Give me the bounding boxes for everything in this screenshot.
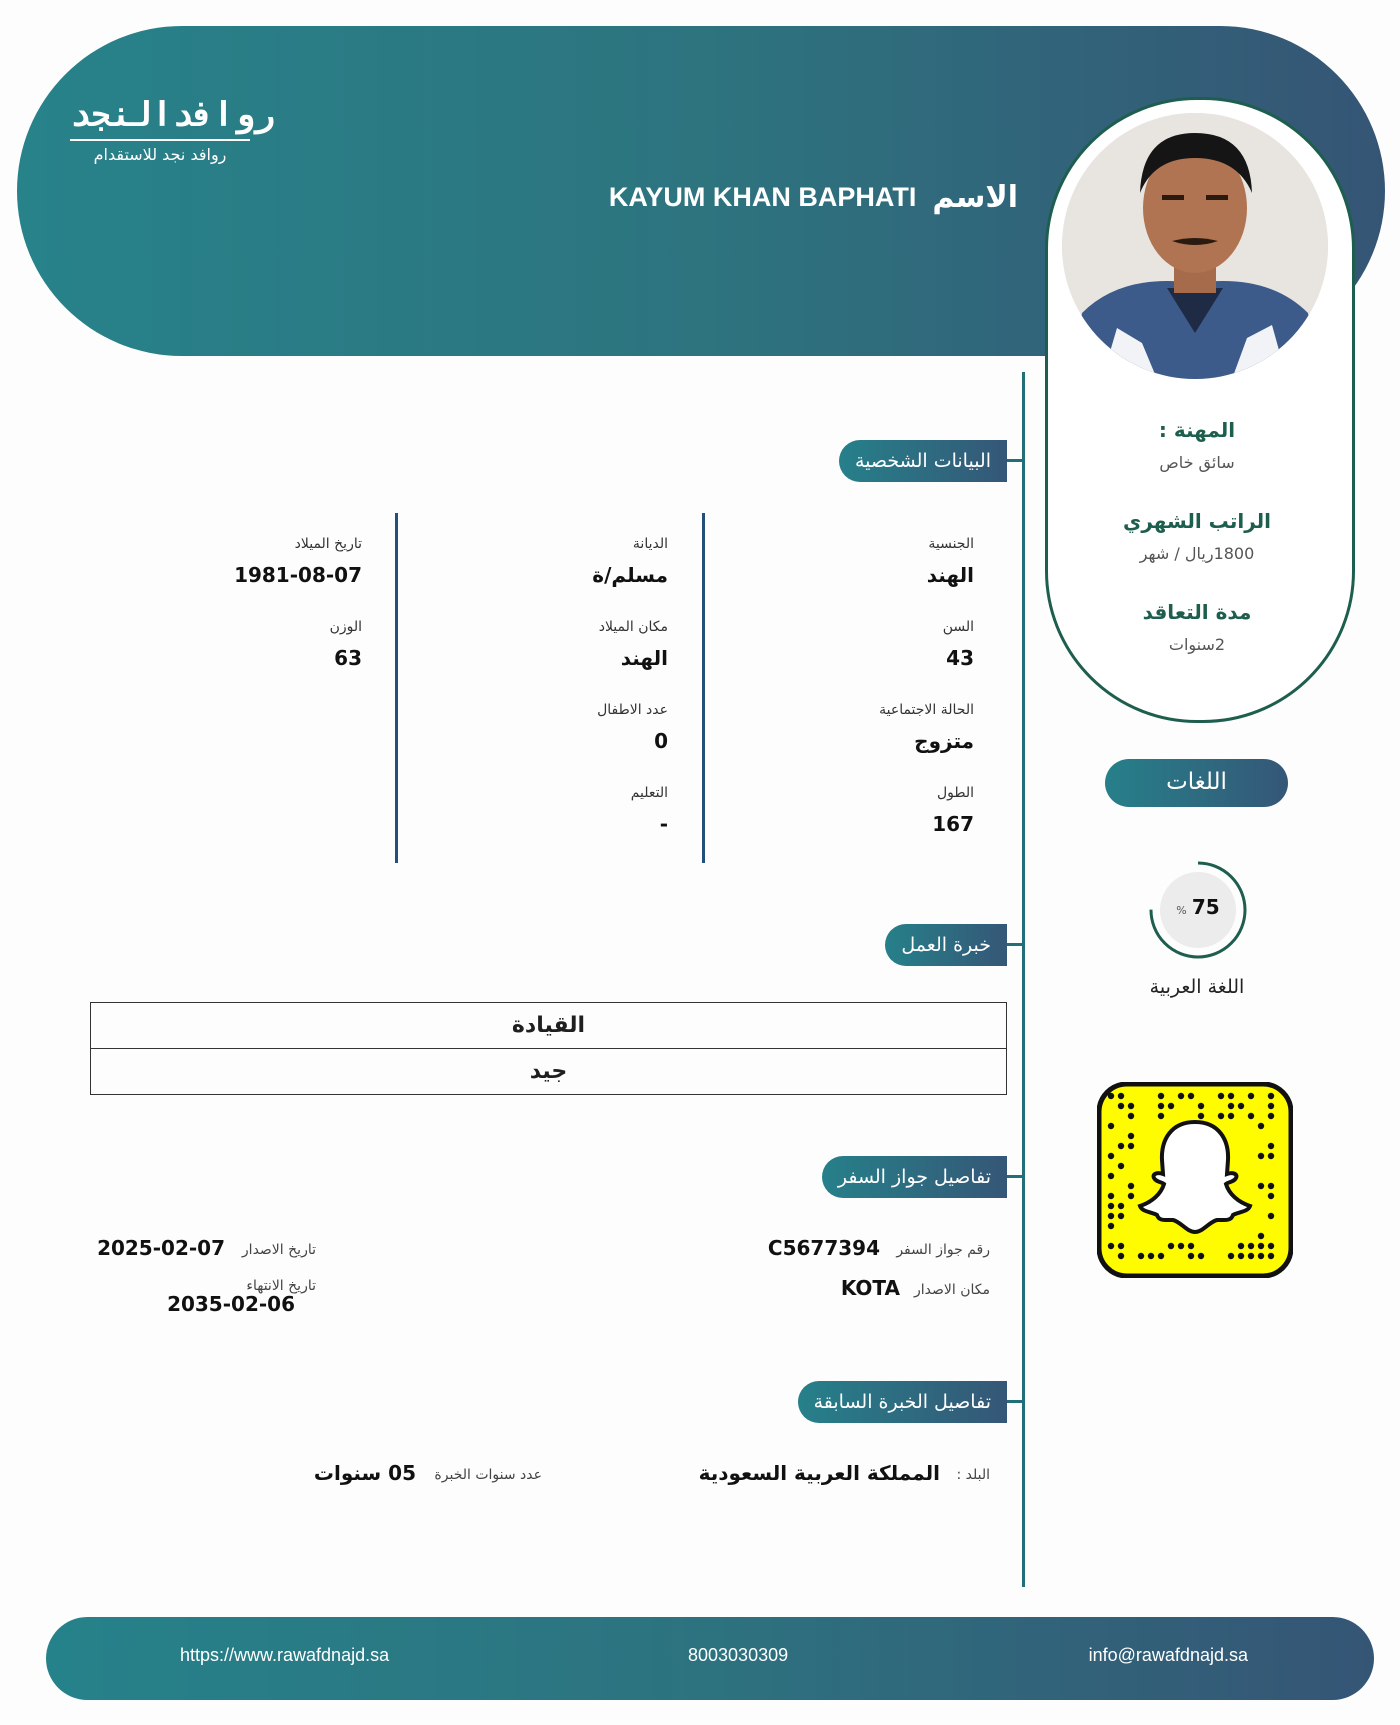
passport-number-label: رقم جواز السفر <box>896 1242 990 1258</box>
name-row <box>609 180 1018 215</box>
weight-label: الوزن <box>329 619 362 635</box>
issue-place: KOTA <box>840 1276 900 1300</box>
language-gauge <box>1145 857 1251 963</box>
years-label: عدد سنوات الخبرة <box>434 1467 542 1483</box>
education-value: - <box>659 812 668 836</box>
section-experience: خبرة العمل <box>885 924 1007 966</box>
contract-value: 2سنوات <box>1168 635 1226 654</box>
weight-value: 63 <box>334 646 362 670</box>
timeline-tick <box>1005 1400 1023 1403</box>
issue-date: 2025-02-07 <box>97 1236 225 1260</box>
religion-value: مسلم/ة <box>592 563 668 587</box>
skill-level: جيد <box>91 1049 1007 1095</box>
birthplace-value: الهند <box>620 646 668 670</box>
dob-label: تاريخ الميلاد <box>294 536 362 552</box>
name-label: الاسم <box>932 180 1018 215</box>
salary-value: 1800ريال / شهر <box>1139 544 1255 563</box>
column-divider <box>702 513 705 863</box>
column-divider <box>395 513 398 863</box>
worker-name: KAYUM KHAN BAPHATI <box>608 182 917 212</box>
years-value: 05 سنوات <box>313 1461 416 1485</box>
person-photo-icon <box>1062 113 1328 379</box>
timeline-tick <box>1005 1175 1023 1178</box>
email-link[interactable]: info@rawafdnajd.sa <box>1088 1645 1248 1665</box>
expiry-date: 2035-02-06 <box>167 1292 295 1316</box>
snapchat-code <box>1097 1082 1293 1278</box>
section-personal: البيانات الشخصية <box>839 440 1007 482</box>
religion-label: الديانة <box>632 536 668 552</box>
height-label: الطول <box>936 785 974 801</box>
education-label: التعليم <box>630 785 668 801</box>
nationality-label: الجنسية <box>928 536 974 552</box>
marital-label: الحالة الاجتماعية <box>879 702 974 718</box>
section-passport: تفاصيل جواز السفر <box>822 1156 1007 1198</box>
language-name: اللغة العربية <box>1149 976 1245 998</box>
languages-title: اللغات <box>1105 759 1288 807</box>
phone-number[interactable]: 8003030309 <box>688 1645 789 1665</box>
passport-number: C5677394 <box>767 1236 880 1260</box>
profession-value: سائق خاص <box>1159 453 1235 472</box>
language-percent: 75 <box>1191 895 1220 919</box>
country-value: المملكة العربية السعودية <box>698 1461 940 1485</box>
salary-label: الراتب الشهري <box>1123 509 1271 533</box>
logo-divider <box>70 139 250 141</box>
percent-sign: % <box>1176 904 1187 917</box>
dob-value: 1981-08-07 <box>234 563 362 587</box>
children-value: 0 <box>654 729 668 753</box>
footer-bar <box>46 1617 1374 1700</box>
table-row <box>91 1049 1007 1095</box>
nationality-value: الهند <box>926 563 974 587</box>
logo-mark: روافدالنجد <box>70 95 275 135</box>
birthplace-label: مكان الميلاد <box>598 619 668 635</box>
country-label: البلد : <box>956 1467 990 1483</box>
children-label: عدد الاطفال <box>597 702 668 718</box>
company-logo <box>70 95 275 164</box>
issue-place-label: مكان الاصدار <box>914 1282 990 1298</box>
timeline-line <box>1022 372 1025 1587</box>
timeline-tick <box>1005 459 1023 462</box>
age-value: 43 <box>946 646 974 670</box>
skill-name: القيادة <box>91 1003 1007 1049</box>
section-previous: تفاصيل الخبرة السابقة <box>798 1381 1007 1423</box>
expiry-date-label: تاريخ الانتهاء <box>246 1278 316 1294</box>
height-value: 167 <box>932 812 974 836</box>
table-row <box>91 1003 1007 1049</box>
profession-label: المهنة : <box>1158 418 1236 442</box>
worker-photo <box>1062 113 1328 379</box>
marital-value: متزوج <box>914 729 974 753</box>
skills-table <box>90 1002 1007 1095</box>
logo-tagline: روافد نجد للاستقدام <box>93 145 227 164</box>
age-label: السن <box>942 619 974 635</box>
website-link[interactable]: https://www.rawafdnajd.sa <box>180 1645 390 1665</box>
contract-label: مدة التعاقد <box>1142 600 1252 624</box>
snapchat-ghost-icon <box>1097 1082 1293 1278</box>
timeline-tick <box>1005 943 1023 946</box>
issue-date-label: تاريخ الاصدار <box>241 1242 316 1258</box>
